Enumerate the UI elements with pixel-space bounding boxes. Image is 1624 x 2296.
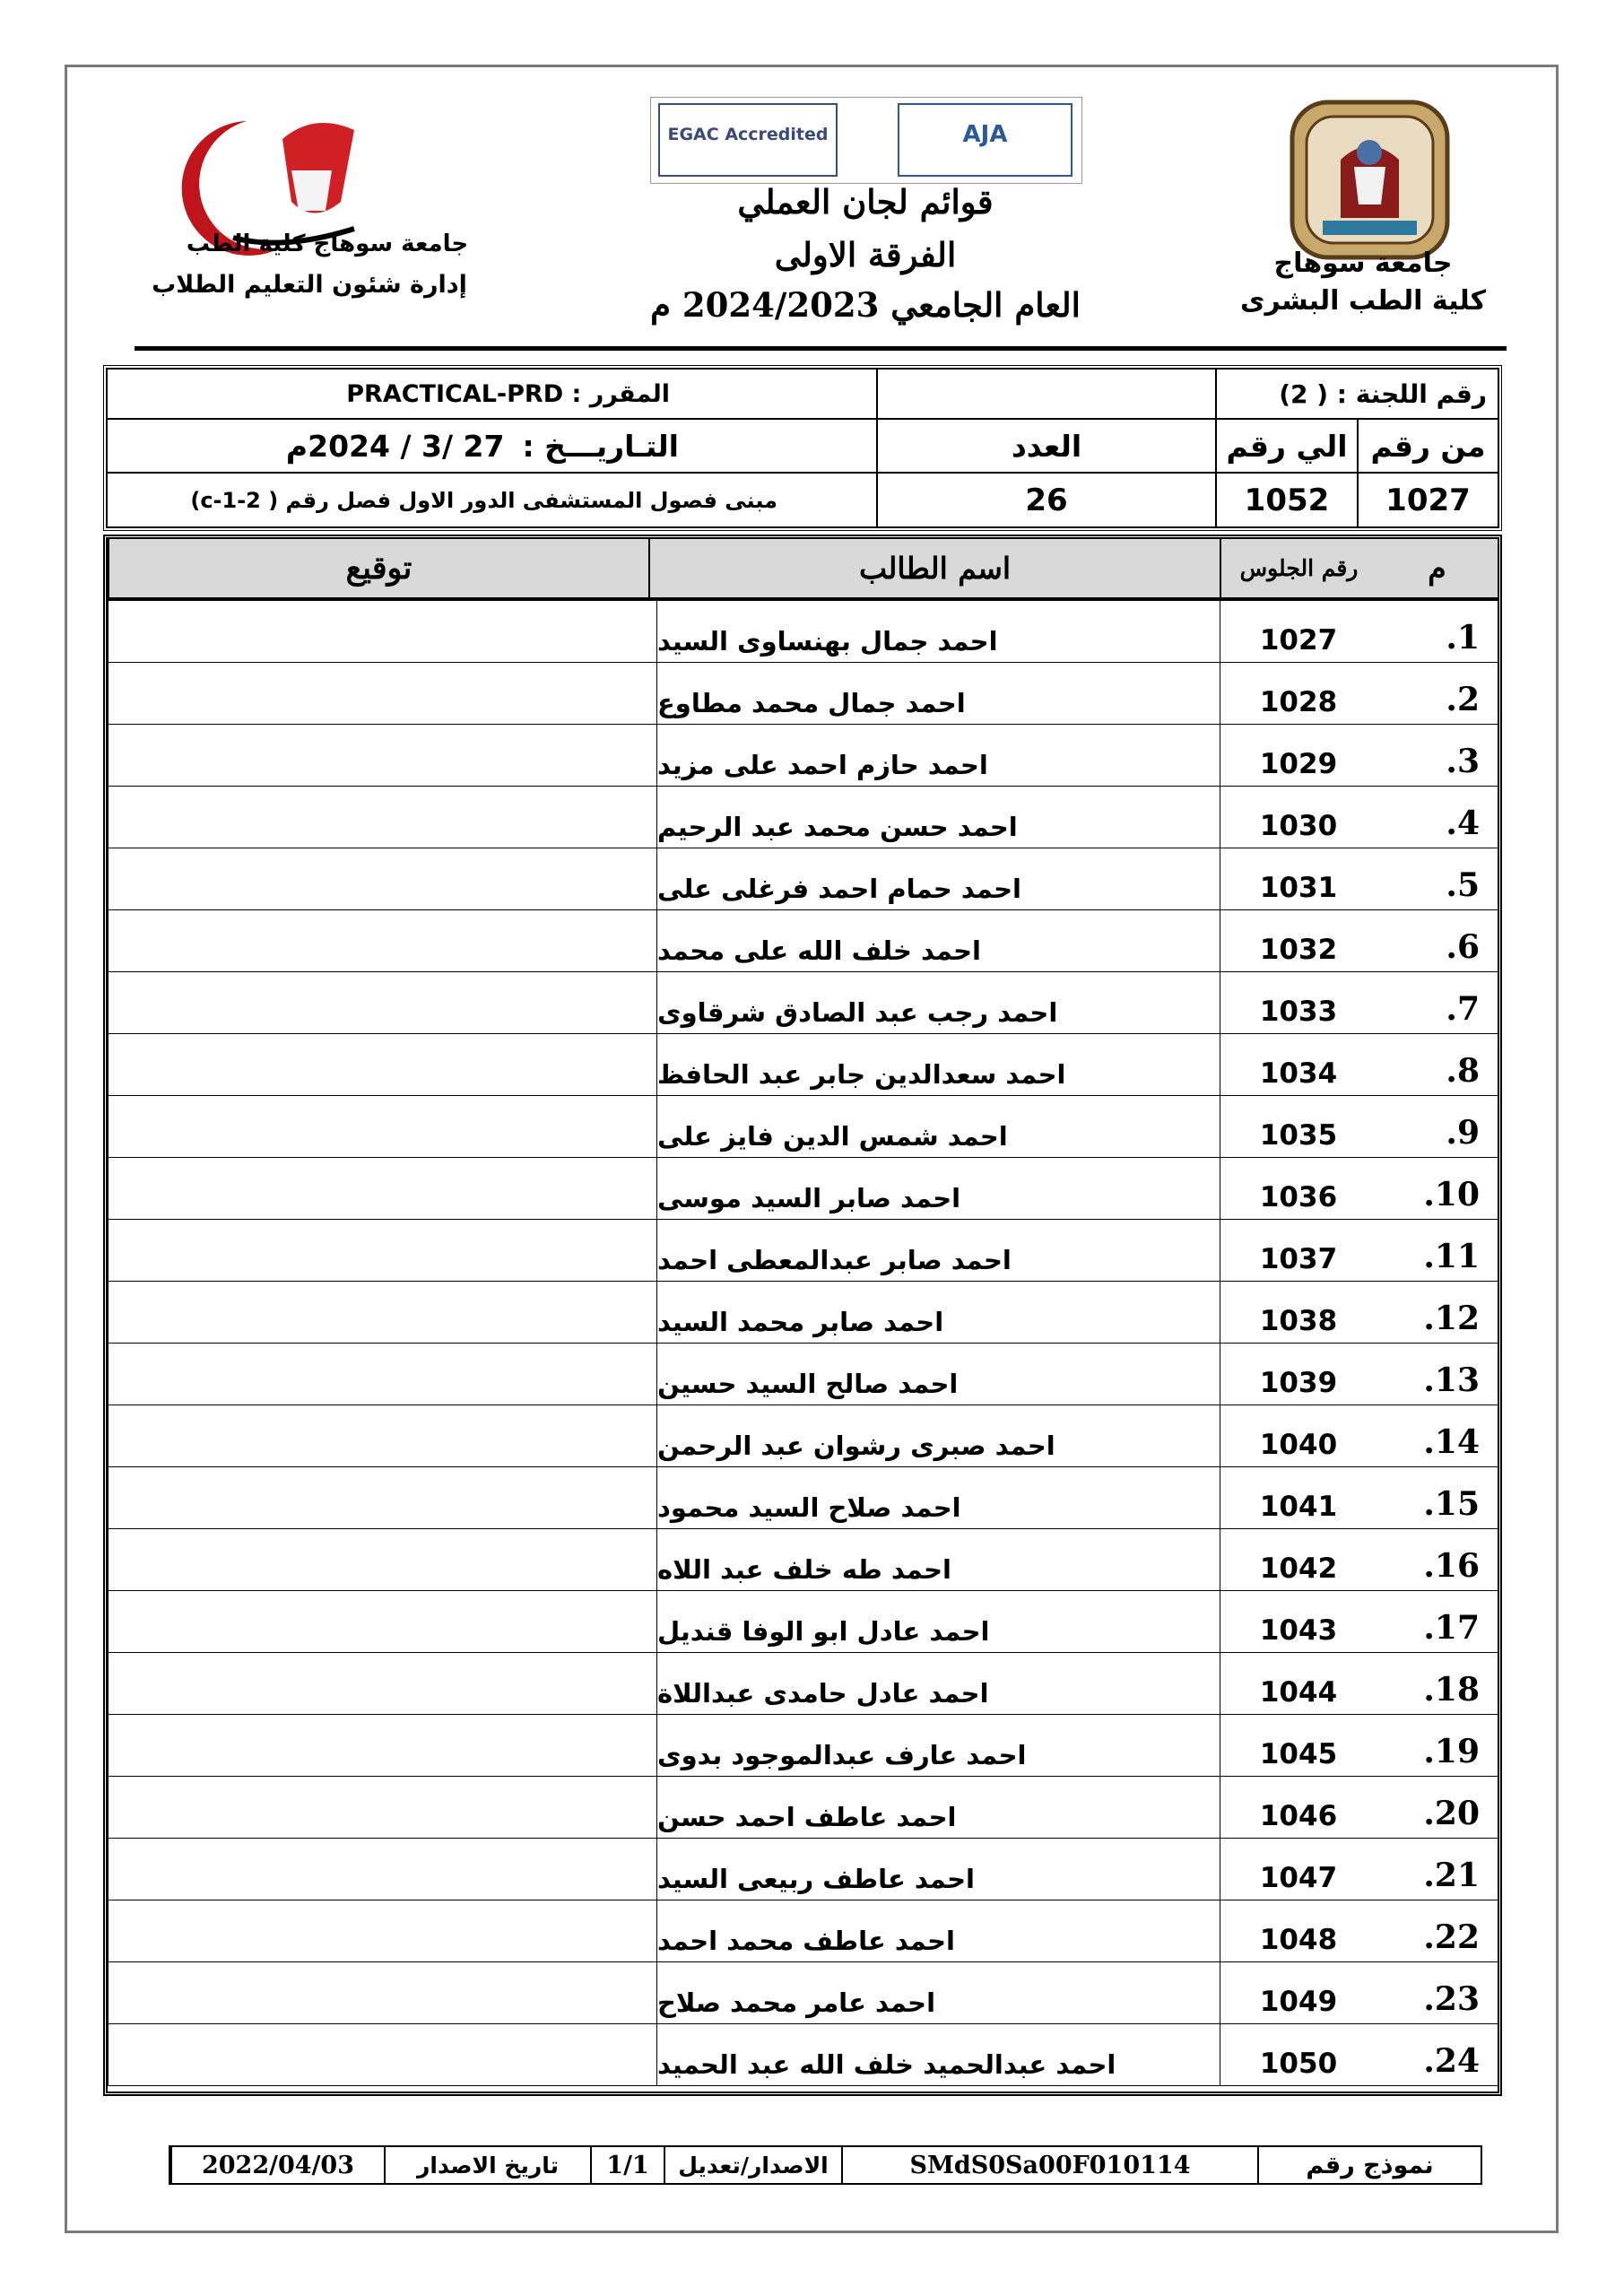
row-number: .8 (1446, 1052, 1480, 1090)
egac-badge (658, 103, 838, 177)
student-name: احمد طه خلف عبد اللاه (656, 1529, 1220, 1590)
student-name: احمد صابر عبدالمعطى احمد (656, 1220, 1220, 1281)
count-value: 26 (877, 473, 1216, 527)
table-row (108, 1715, 1498, 1777)
student-name: احمد عاطف ربيعى السيد (656, 1839, 1220, 1900)
egac-text: EGAC Accredited (667, 125, 829, 144)
table-row (108, 1282, 1498, 1344)
signature-field[interactable] (108, 1344, 656, 1405)
seat-number: 1047 (1220, 1839, 1376, 1900)
seat-number: 1037 (1220, 1220, 1376, 1281)
row-number: .12 (1423, 1300, 1480, 1337)
student-name: احمد عادل حامدى عبداللاة (656, 1653, 1220, 1714)
rev-value: 1/1 (590, 2147, 664, 2183)
form-label: نموذج رقم (1257, 2147, 1481, 2183)
row-number: .13 (1423, 1361, 1480, 1399)
student-name: احمد صالح السيد حسين (656, 1344, 1220, 1405)
signature-field[interactable] (108, 1034, 656, 1095)
date-cell (107, 419, 877, 473)
to-label: الي رقم (1216, 419, 1358, 473)
aja-badge (898, 103, 1073, 177)
student-name: احمد عاطف احمد حسن (656, 1777, 1220, 1838)
row-number: .14 (1423, 1423, 1480, 1461)
signature-field[interactable] (108, 1900, 656, 1961)
signature-field[interactable] (108, 1282, 656, 1343)
signature-field[interactable] (108, 1158, 656, 1219)
student-name: احمد شمس الدين فايز على (656, 1096, 1220, 1157)
seat-number: 1029 (1220, 725, 1376, 786)
student-name: احمد جمال بهنساوى السيد (656, 601, 1220, 662)
signature-field[interactable] (108, 663, 656, 724)
committee-info-table (103, 365, 1502, 531)
university-name: جامعة سوهاج (1273, 248, 1453, 279)
seat-number: 1045 (1220, 1715, 1376, 1776)
location: مبنى فصول المستشفى الدور الاول فصل رقم ( c-1-2) (107, 473, 877, 527)
student-name: احمد عاطف محمد احمد (656, 1900, 1220, 1961)
seat-number: 1027 (1220, 601, 1376, 662)
signature-field[interactable] (108, 1096, 656, 1157)
header-divider (135, 346, 1507, 351)
header-seat: رقم الجلوس (1220, 539, 1376, 597)
committee-number: رقم اللجنة : ( 2) (1216, 369, 1498, 419)
signature-field[interactable] (108, 787, 656, 848)
table-row (108, 1900, 1498, 1962)
course-name: المقرر : PRACTICAL-PRD (107, 369, 877, 419)
signature-field[interactable] (108, 1777, 656, 1838)
seat-number: 1046 (1220, 1777, 1376, 1838)
table-row (108, 1777, 1498, 1839)
signature-field[interactable] (108, 601, 656, 662)
seat-number: 1030 (1220, 787, 1376, 848)
logo-left-text: جامعة سوهاج كلية الطب (186, 230, 469, 257)
aja-text: AJA (962, 121, 1008, 148)
title-line-1: قوائم لجان العملي (737, 182, 994, 222)
table-row (108, 1529, 1498, 1591)
student-name: احمد عامر محمد صلاح (656, 1962, 1220, 2023)
table-row (108, 1962, 1498, 2024)
to-value: 1052 (1216, 473, 1358, 527)
row-number: .4 (1446, 804, 1480, 842)
seat-number: 1043 (1220, 1591, 1376, 1652)
table-row (108, 1096, 1498, 1158)
seat-number: 1050 (1220, 2024, 1376, 2085)
date-value: 27 /3 / 2024م (285, 428, 505, 464)
student-name: احمد صلاح السيد محمود (656, 1467, 1220, 1528)
student-name: احمد رجب عبد الصادق شرقاوى (656, 972, 1220, 1033)
seat-number: 1035 (1220, 1096, 1376, 1157)
table-row (108, 910, 1498, 972)
row-number: .18 (1423, 1671, 1480, 1709)
student-name: احمد جمال محمد مطاوع (656, 663, 1220, 724)
header-sign: توقيع (108, 539, 648, 597)
signature-field[interactable] (108, 910, 656, 971)
table-row (108, 787, 1498, 848)
date-label: التـاريـــخ : (522, 428, 679, 464)
signature-field[interactable] (108, 1653, 656, 1714)
faculty-of-medicine-logo (148, 103, 469, 260)
seat-number: 1031 (1220, 848, 1376, 909)
signature-field[interactable] (108, 1839, 656, 1900)
from-label: من رقم (1358, 419, 1498, 473)
row-number: .3 (1446, 743, 1480, 780)
table-header (108, 539, 1498, 601)
student-name: احمد عادل ابو الوفا قنديل (656, 1591, 1220, 1652)
signature-field[interactable] (108, 2024, 656, 2085)
table-row (108, 1220, 1498, 1282)
admin-department: إدارة شئون التعليم الطلاب (152, 271, 467, 299)
header-name: اسم الطالب (648, 539, 1220, 597)
student-name: احمد حازم احمد على مزيد (656, 725, 1220, 786)
row-number: .1 (1446, 619, 1480, 657)
table-row (108, 1467, 1498, 1529)
row-number: .10 (1423, 1176, 1480, 1213)
row-number: .6 (1446, 928, 1480, 966)
students-table (103, 535, 1502, 2096)
table-row (108, 601, 1498, 663)
row-number: .21 (1423, 1857, 1480, 1894)
table-row (108, 1591, 1498, 1653)
row-number: .17 (1423, 1609, 1480, 1647)
student-name: احمد حسن محمد عبد الرحيم (656, 787, 1220, 848)
signature-field[interactable] (108, 1715, 656, 1776)
student-name: احمد سعدالدين جابر عبد الحافظ (656, 1034, 1220, 1095)
signature-field[interactable] (108, 1962, 656, 2023)
seat-number: 1028 (1220, 663, 1376, 724)
seat-number: 1032 (1220, 910, 1376, 971)
row-number: .22 (1423, 1918, 1480, 1956)
from-value: 1027 (1358, 473, 1498, 527)
signature-field[interactable] (108, 1220, 656, 1281)
rev-label: الاصدار/تعديل (664, 2147, 841, 2183)
signature-field[interactable] (108, 1529, 656, 1590)
row-number: .5 (1446, 866, 1480, 904)
title-line-3: العام الجامعي 2024/2023 م (650, 285, 1081, 325)
table-row (108, 663, 1498, 725)
certification-banner (650, 97, 1082, 184)
table-row (108, 972, 1498, 1034)
seat-number: 1034 (1220, 1034, 1376, 1095)
seat-number: 1044 (1220, 1653, 1376, 1714)
row-number: .20 (1423, 1795, 1480, 1832)
form-footer (169, 2145, 1482, 2185)
row-number: .9 (1446, 1114, 1480, 1152)
student-name: احمد صبرى رشوان عبد الرحمن (656, 1405, 1220, 1466)
issue-value: 2022/04/03 (170, 2147, 384, 2183)
row-number: .2 (1446, 681, 1480, 718)
student-name: احمد عبدالحميد خلف الله عبد الحميد (656, 2024, 1220, 2085)
table-row (108, 848, 1498, 910)
table-row (108, 1405, 1498, 1467)
seat-number: 1038 (1220, 1282, 1376, 1343)
seat-number: 1036 (1220, 1158, 1376, 1219)
student-name: احمد صابر السيد موسى (656, 1158, 1220, 1219)
signature-field[interactable] (108, 1405, 656, 1466)
table-row (108, 725, 1498, 787)
student-name: احمد عارف عبدالموجود بدوى (656, 1715, 1220, 1776)
faculty-name: كلية الطب البشرى (1239, 285, 1487, 317)
row-number: .11 (1423, 1238, 1480, 1275)
row-number: .23 (1423, 1980, 1480, 2018)
header-num: م (1428, 551, 1446, 586)
form-value: SMdS0Sa00F010114 (841, 2147, 1257, 2183)
student-name: احمد خلف الله على محمد (656, 910, 1220, 971)
student-name: احمد صابر محمد السيد (656, 1282, 1220, 1343)
seat-number: 1049 (1220, 1962, 1376, 2023)
table-row (108, 1344, 1498, 1405)
table-row (108, 1158, 1498, 1220)
empty-cell (877, 369, 1216, 419)
signature-field[interactable] (108, 972, 656, 1033)
table-row (108, 1034, 1498, 1096)
seat-number: 1039 (1220, 1344, 1376, 1405)
row-number: .19 (1423, 1733, 1480, 1770)
seat-number: 1040 (1220, 1405, 1376, 1466)
student-name: احمد حمام احمد فرغلى على (656, 848, 1220, 909)
signature-field[interactable] (108, 1467, 656, 1528)
title-line-2: الفرقة الاولى (774, 235, 957, 274)
row-number: .7 (1446, 990, 1480, 1028)
seat-number: 1042 (1220, 1529, 1376, 1590)
row-number: .15 (1423, 1485, 1480, 1523)
signature-field[interactable] (108, 1591, 656, 1652)
table-row (108, 1839, 1498, 1900)
issue-label: تاريخ الاصدار (384, 2147, 590, 2183)
university-seal-logo (1287, 97, 1453, 263)
row-number: .16 (1423, 1547, 1480, 1585)
signature-field[interactable] (108, 848, 656, 909)
signature-field[interactable] (108, 725, 656, 786)
seat-number: 1048 (1220, 1900, 1376, 1961)
seat-number: 1041 (1220, 1467, 1376, 1528)
seat-number: 1033 (1220, 972, 1376, 1033)
count-label: العدد (877, 419, 1216, 473)
table-row (108, 2024, 1498, 2086)
row-number: .24 (1423, 2042, 1480, 2080)
table-row (108, 1653, 1498, 1715)
